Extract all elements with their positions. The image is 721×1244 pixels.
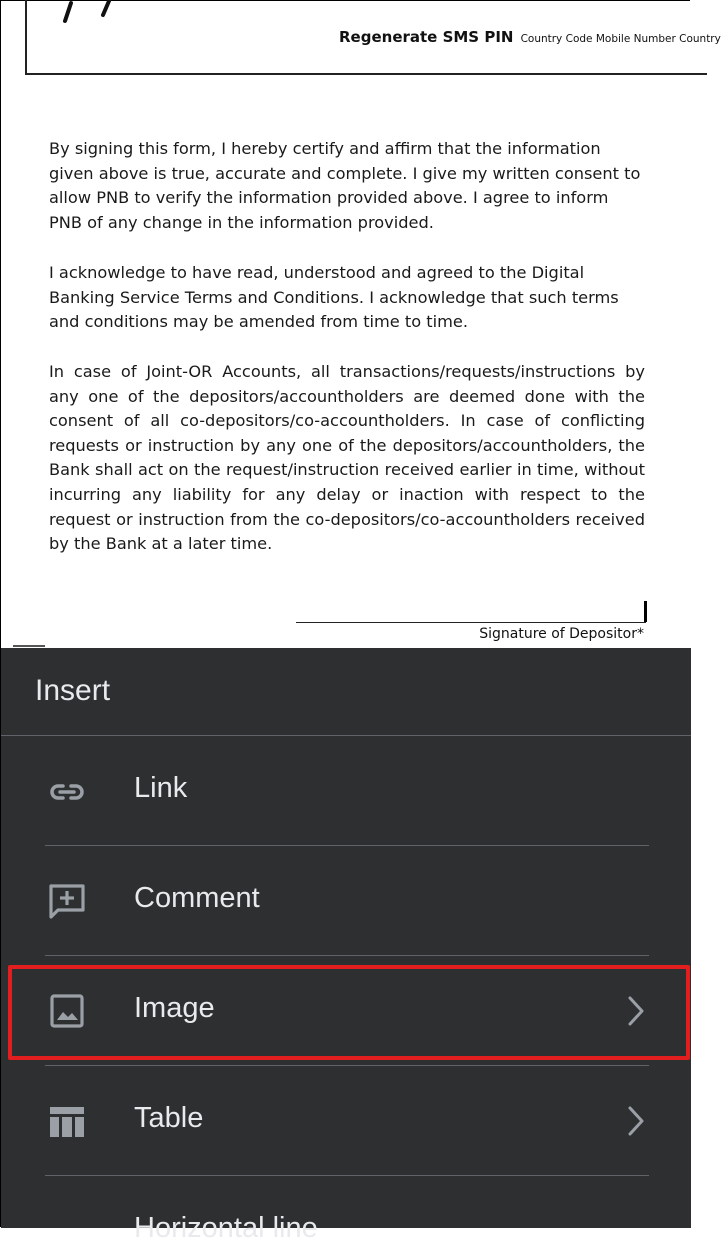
chevron-right-icon bbox=[625, 1104, 647, 1138]
form-header-row bbox=[339, 27, 721, 46]
page-edge-mark bbox=[13, 645, 45, 647]
table-icon bbox=[47, 1103, 87, 1141]
document-page[interactable] bbox=[1, 1, 721, 648]
link-icon bbox=[47, 773, 87, 811]
insert-comment-label: Comment bbox=[134, 882, 260, 914]
form-subtitle: Country Code Mobile Number Country bbox=[520, 33, 721, 45]
insert-sheet-title: Insert bbox=[35, 674, 111, 707]
add-comment-icon bbox=[47, 883, 87, 921]
insert-link-item[interactable] bbox=[1, 736, 691, 846]
insert-table-item[interactable] bbox=[1, 1066, 691, 1176]
insert-image-item[interactable] bbox=[1, 956, 691, 1066]
chevron-right-icon bbox=[625, 994, 647, 1028]
insert-sheet bbox=[1, 648, 691, 1244]
insert-comment-item[interactable] bbox=[1, 846, 691, 956]
consent-paragraph: By signing this form, I hereby certify and affirm that the information given above is true, accurate and complete. I give my written consent to allow PNB to verify the information provided above. I agree to inform PNB of any change in the information provided. bbox=[49, 139, 641, 232]
joint-accounts-paragraph: In case of Joint-OR Accounts, all transactions/requests/instructions by any one of the depositors/accountholders are deemed done with the consent of all co-depositors/co-accountholders. In case of conflicting requests or instruction by any one of the depositors/accountholders, the Bank shall act on the request/instruction received earlier in time, without incurring any liability for any delay or inaction with respect to the request or instruction from the co-depositors/co-accountholders received by the Bank at a later time. bbox=[49, 362, 645, 554]
insert-link-label: Link bbox=[134, 772, 188, 804]
insert-image-label: Image bbox=[134, 992, 215, 1024]
signature-line bbox=[296, 622, 646, 623]
signature-label: Signature of Depositor* bbox=[479, 626, 644, 642]
acknowledge-paragraph: I acknowledge to have read, understood and agreed to the Digital Banking Service Terms and Conditions. I acknowledge that such terms and conditions may be amended from time to time. bbox=[49, 263, 619, 332]
insert-table-label: Table bbox=[134, 1102, 204, 1134]
image-icon bbox=[47, 993, 87, 1031]
form-title: Regenerate SMS PIN bbox=[339, 28, 514, 46]
handwriting-mark bbox=[61, 1, 131, 23]
text-cursor bbox=[644, 601, 647, 622]
insert-horizontal-line-label[interactable]: Horizontal line bbox=[134, 1212, 318, 1244]
item-divider bbox=[45, 1175, 649, 1176]
